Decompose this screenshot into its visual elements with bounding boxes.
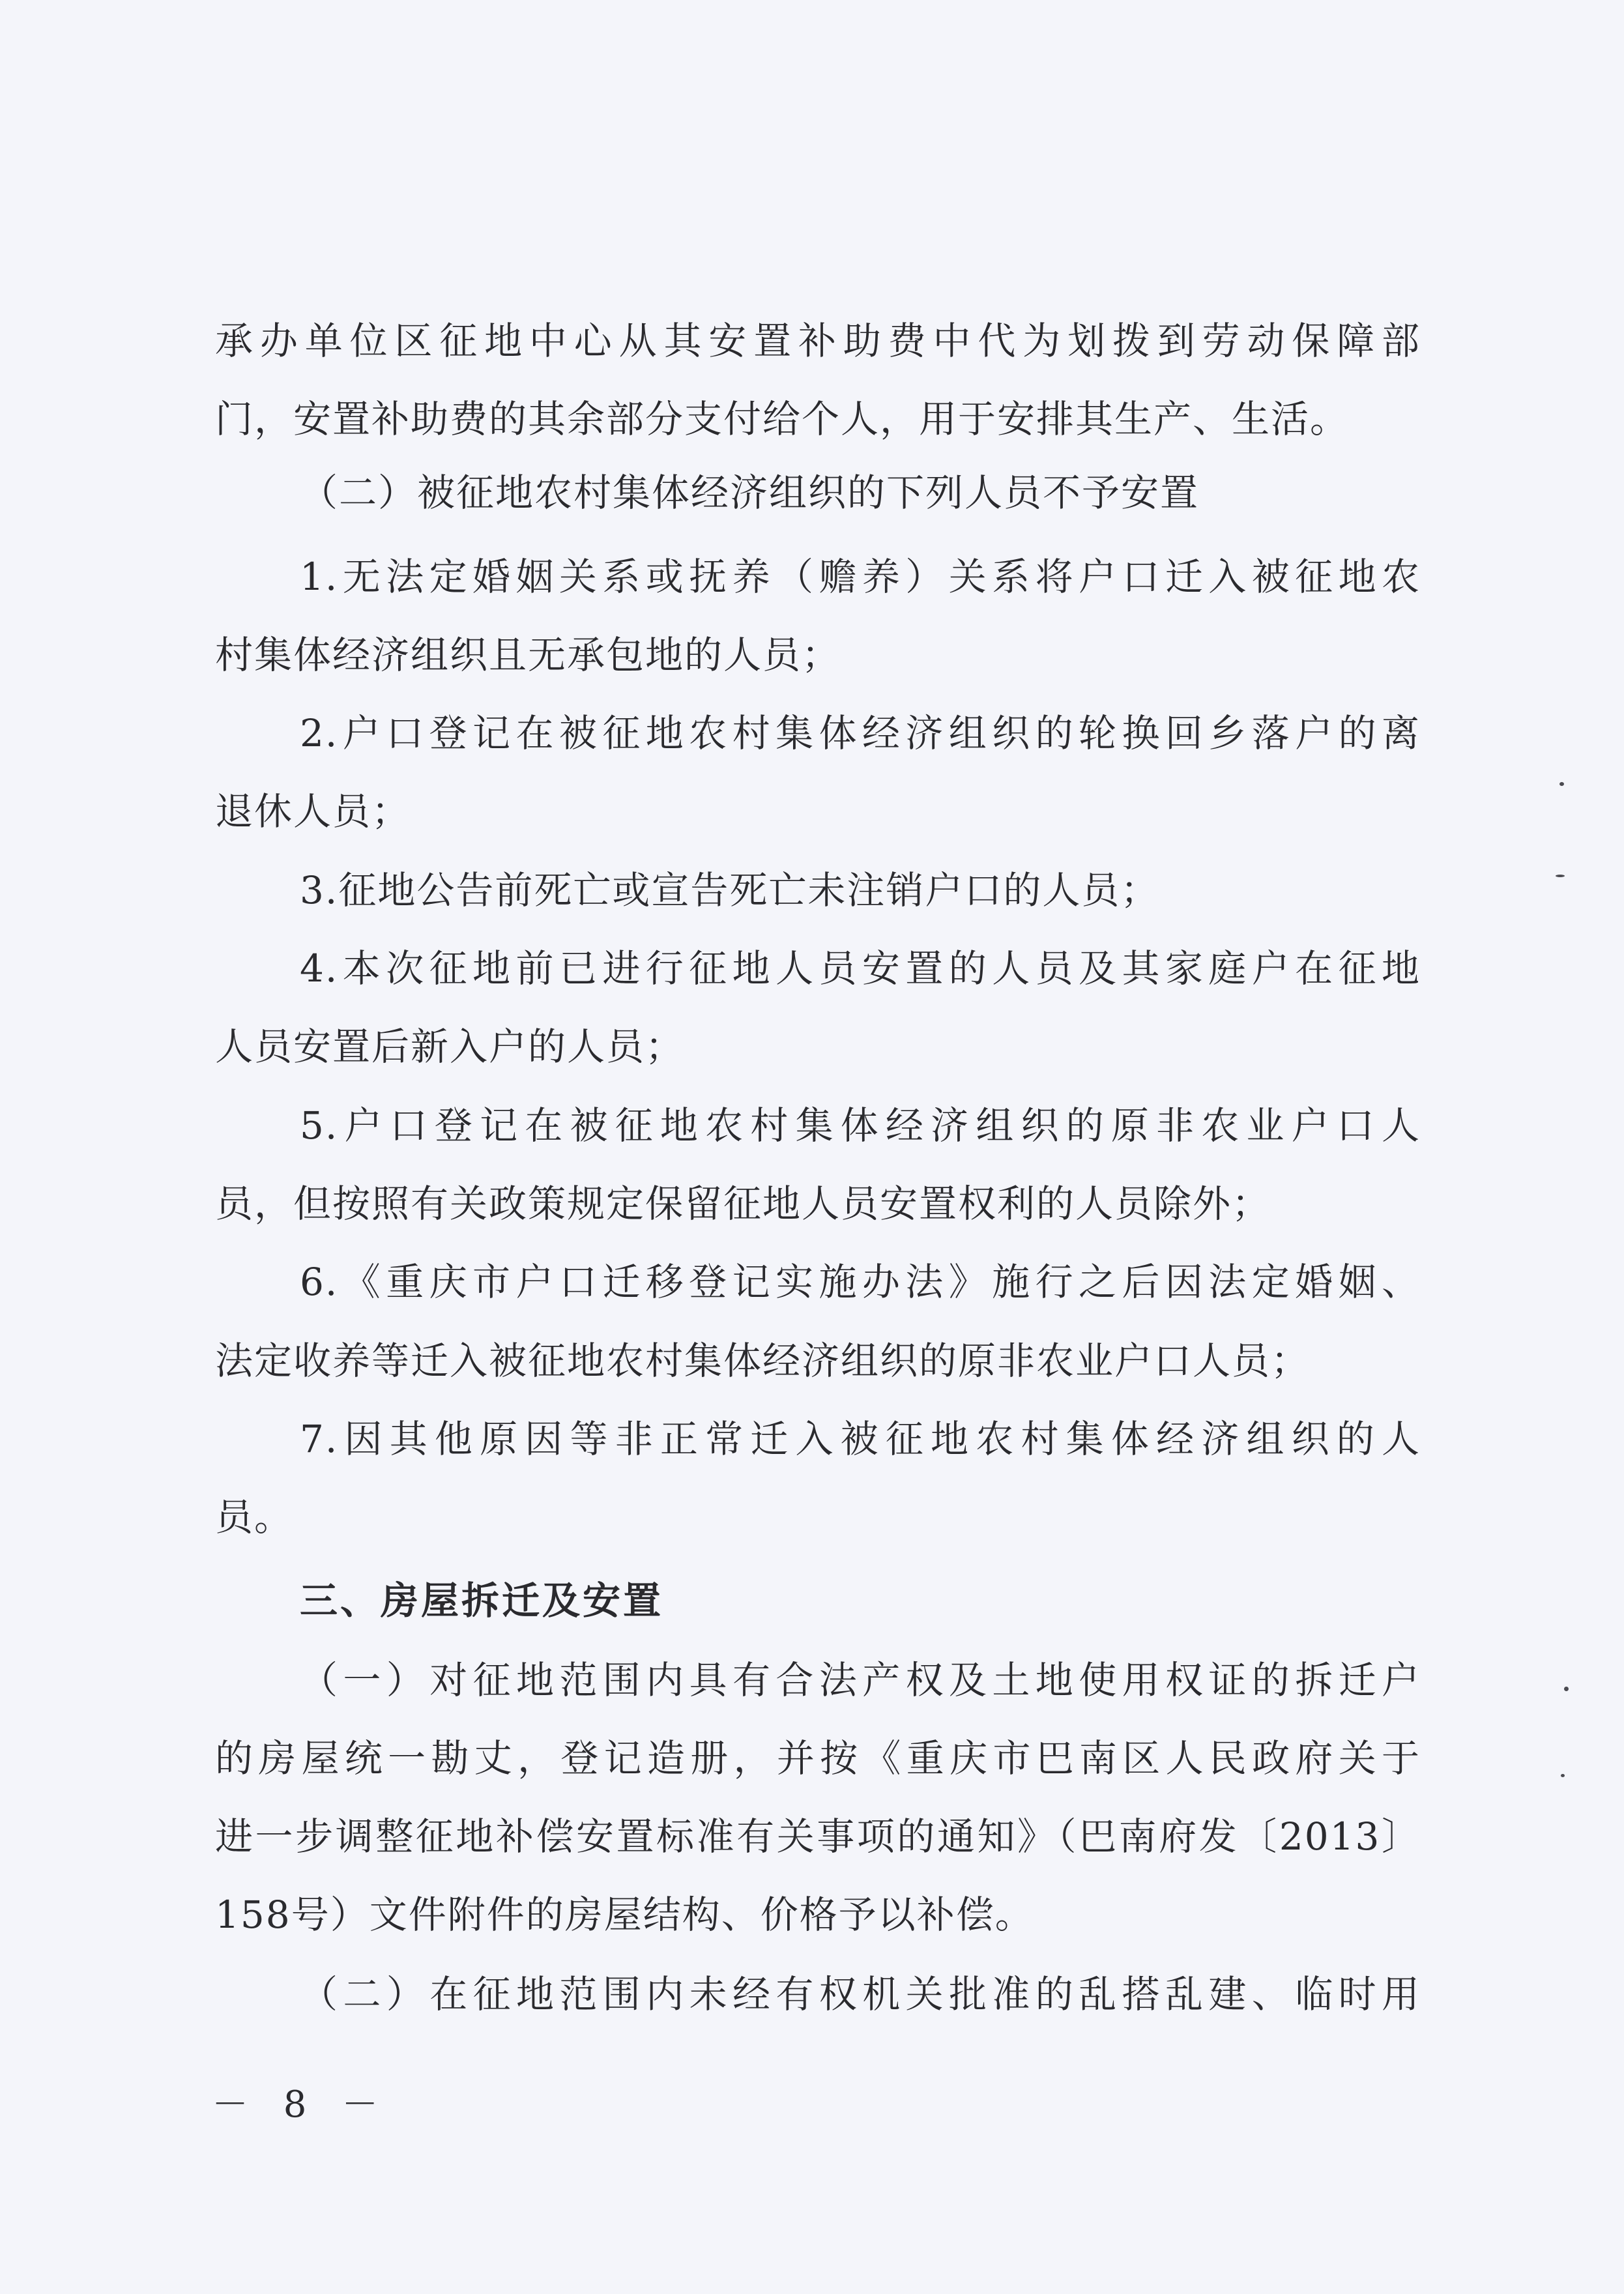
item-7-line-2: 员。 <box>215 1495 294 1539</box>
scan-speck <box>1556 875 1565 877</box>
item-5-line-1: 5.户口登记在被征地农村集体经济组织的原非农业户口人 <box>300 1103 1421 1148</box>
item-3-line-1: 3.征地公告前死亡或宣告死亡未注销户口的人员； <box>300 868 1160 912</box>
scan-speck <box>1561 1774 1565 1777</box>
item-4-line-1: 4.本次征地前已进行征地人员安置的人员及其家庭户在征地 <box>300 946 1421 991</box>
para-3-2-line-1: （二）在征地范围内未经有权机关批准的乱搭乱建、临时用 <box>300 1972 1421 2016</box>
item-6-line-1: 6.《重庆市户口迁移登记实施办法》施行之后因法定婚姻、 <box>300 1260 1421 1304</box>
para-3-1-line-4: 158号）文件附件的房屋结构、价格予以补偿。 <box>215 1893 1034 1937</box>
item-6-line-2: 法定收养等迁入被征地农村集体经济组织的原非农业户口人员； <box>215 1339 1311 1383</box>
section-subheading-2: （二）被征地农村集体经济组织的下列人员不予安置 <box>300 471 1200 515</box>
item-2-line-2: 退休人员； <box>215 789 411 834</box>
item-4-line-2: 人员安置后新入户的人员； <box>215 1024 685 1069</box>
page-number: － 8 － <box>212 2083 390 2126</box>
item-1-line-2: 村集体经济组织且无承包地的人员； <box>215 633 841 677</box>
section-heading-3: 三、房屋拆迁及安置 <box>300 1578 664 1623</box>
item-1-line-1: 1.无法定婚姻关系或抚养（赡养）关系将户口迁入被征地农 <box>300 555 1421 599</box>
text-line-2: 门，安置补助费的其余部分支付给个人，用于安排其生产、生活。 <box>215 397 1350 441</box>
item-5-line-2: 员，但按照有关政策规定保留征地人员安置权利的人员除外； <box>215 1182 1271 1226</box>
scan-speck <box>1564 1687 1569 1691</box>
scan-speck <box>1559 782 1564 786</box>
para-3-1-line-2: 的房屋统一勘丈，登记造册，并按《重庆市巴南区人民政府关于 <box>215 1736 1421 1780</box>
text-line-1: 承办单位区征地中心从其安置补助费中代为划拨到劳动保障部 <box>215 319 1421 363</box>
item-7-line-1: 7.因其他原因等非正常迁入被征地农村集体经济组织的人 <box>300 1417 1421 1461</box>
para-3-1-line-1: （一）对征地范围内具有合法产权及土地使用权证的拆迁户 <box>300 1658 1421 1702</box>
item-2-line-1: 2.户口登记在被征地农村集体经济组织的轮换回乡落户的离 <box>300 711 1421 755</box>
para-3-1-line-3: 进一步调整征地补偿安置标准有关事项的通知》（巴南府发〔2013〕 <box>215 1814 1421 1859</box>
